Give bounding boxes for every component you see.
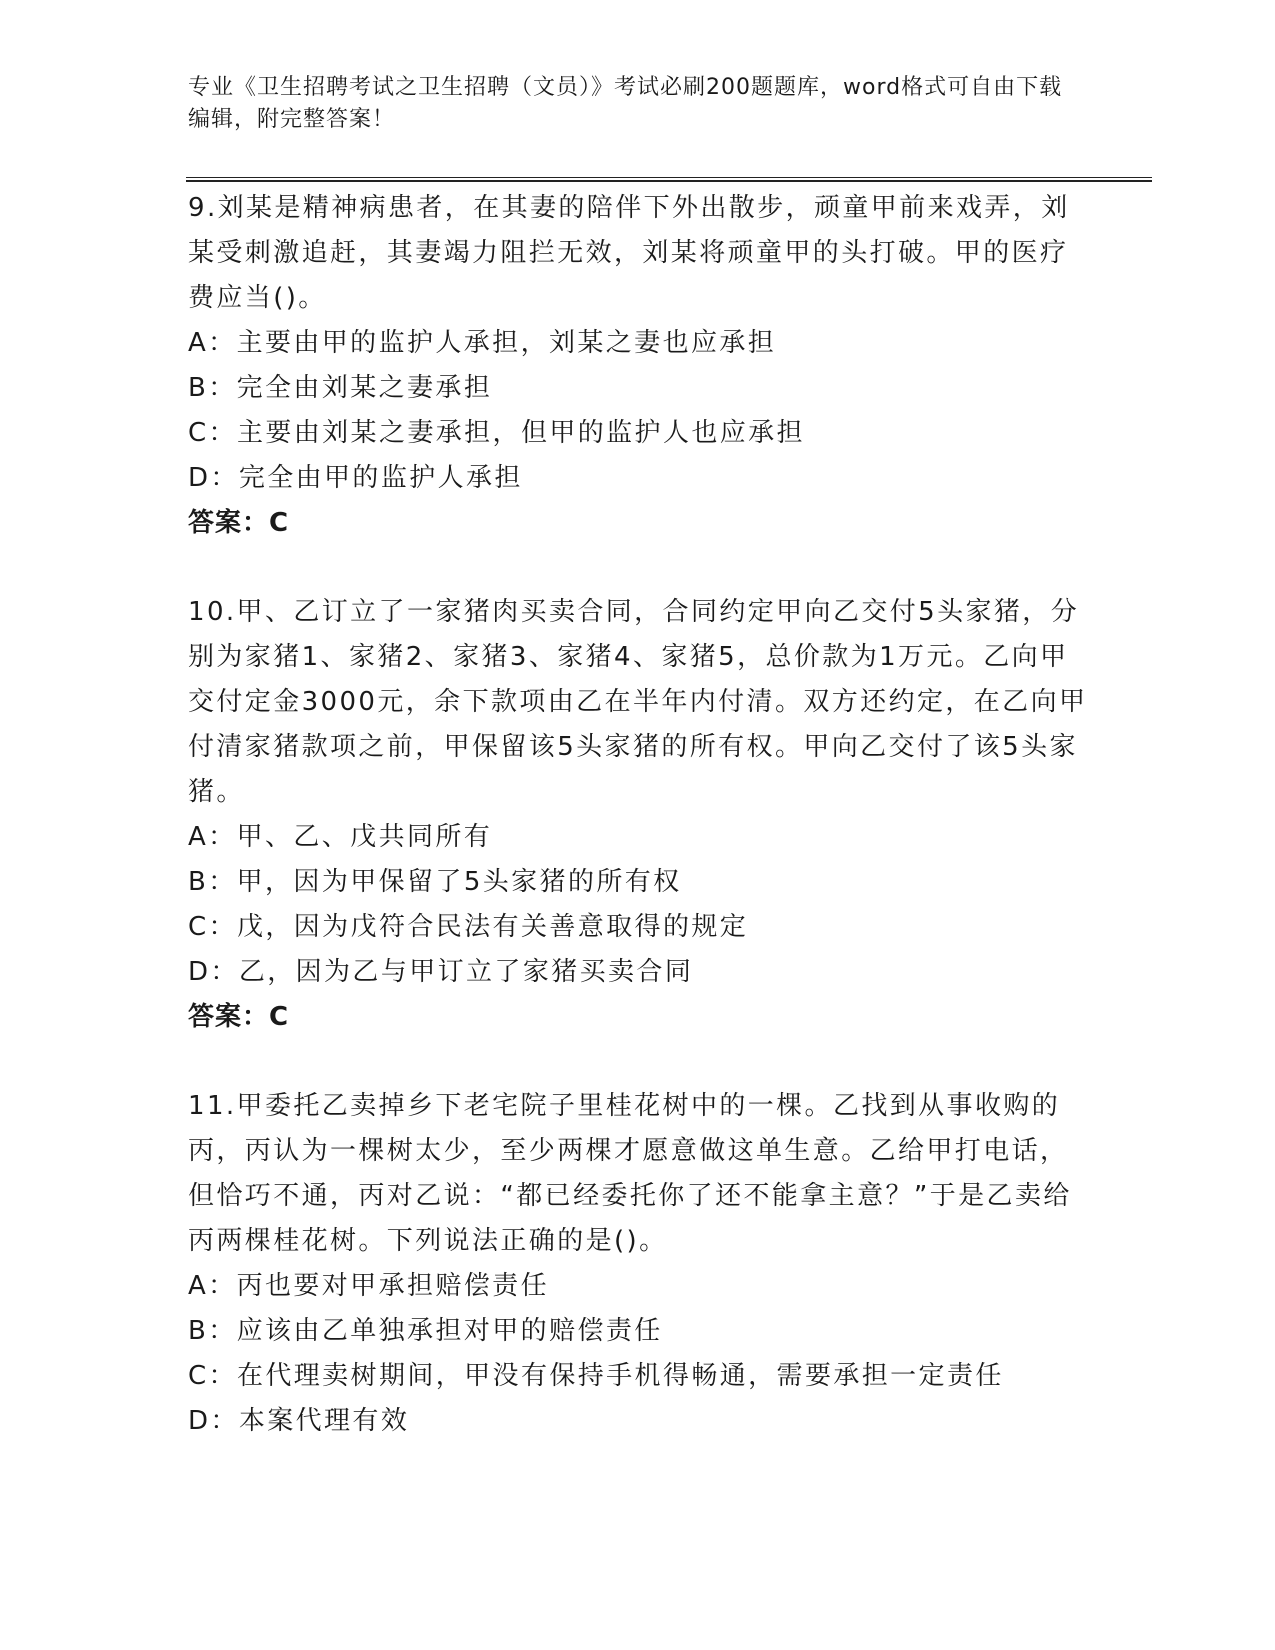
option-d: D：本案代理有效: [188, 1406, 410, 1436]
option-b: B：甲，因为甲保留了5头家猪的所有权: [188, 867, 682, 897]
option-a: A：甲、乙、戊共同所有: [188, 822, 493, 852]
question-stem: 10.甲、乙订立了一家猪肉买卖合同，合同约定甲向乙交付5头家猪，分别为家猪1、家猪2、家猪3、家猪4、家猪5，总价款为1万元。乙向甲交付定金3000元，余下款项由乙在半年内付清。双方还约定，在乙向甲付清家猪款项之前，甲保留该5头家猪的所有权。甲向乙交付了该5头家猪。: [188, 597, 1088, 807]
question-9: [188, 186, 1088, 546]
option-c: C：戊，因为戊符合民法有关善意取得的规定: [188, 912, 749, 942]
option-a: A：丙也要对甲承担赔偿责任: [188, 1271, 549, 1301]
header-divider: [186, 177, 1152, 182]
option-b: B：完全由刘某之妻承担: [188, 373, 493, 403]
page-header: 专业《卫生招聘考试之卫生招聘（文员）》考试必刷200题题库，word格式可自由下载编辑，附完整答案！: [188, 75, 1063, 132]
document-body: [188, 186, 1088, 1444]
option-b: B：应该由乙单独承担对甲的赔偿责任: [188, 1316, 663, 1346]
question-11: [188, 1084, 1088, 1444]
option-d: D：完全由甲的监护人承担: [188, 463, 523, 493]
option-c: C：在代理卖树期间，甲没有保持手机得畅通，需要承担一定责任: [188, 1361, 1004, 1391]
question-10: [188, 590, 1088, 1040]
answer-line: 答案：C: [188, 1002, 290, 1032]
option-c: C：主要由刘某之妻承担，但甲的监护人也应承担: [188, 418, 805, 448]
question-stem: 11.甲委托乙卖掉乡下老宅院子里桂花树中的一棵。乙找到从事收购的丙，丙认为一棵树太少，至少两棵才愿意做这单生意。乙给甲打电话，但恰巧不通，丙对乙说：“都已经委托你了还不能拿主意？”于是乙卖给丙两棵桂花树。下列说法正确的是()。: [188, 1091, 1072, 1256]
option-d: D：乙，因为乙与甲订立了家猪买卖合同: [188, 957, 694, 987]
option-a: A：主要由甲的监护人承担，刘某之妻也应承担: [188, 328, 777, 358]
answer-line: 答案：C: [188, 508, 290, 538]
question-stem: 9.刘某是精神病患者，在其妻的陪伴下外出散步，顽童甲前来戏弄，刘某受刺激追赶，其妻竭力阻拦无效，刘某将顽童甲的头打破。甲的医疗费应当()。: [188, 193, 1070, 313]
